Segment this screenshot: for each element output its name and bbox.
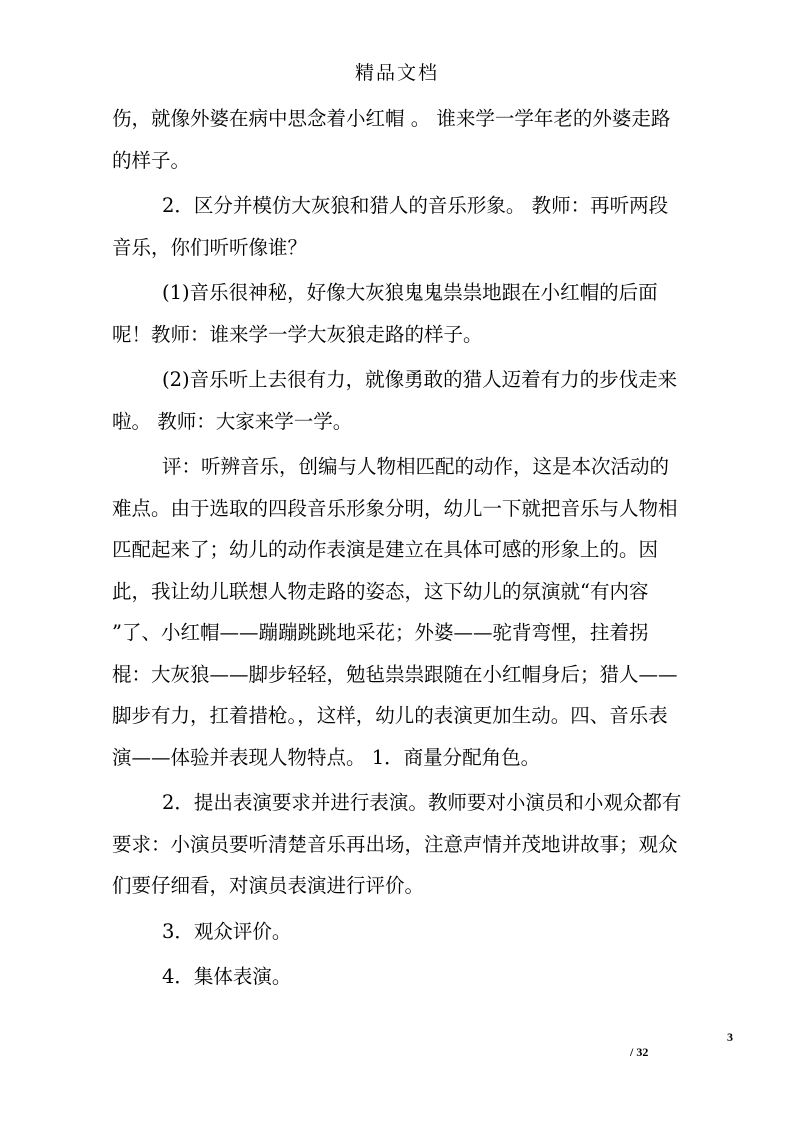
document-body [112, 98, 682, 1002]
page-number: 3 [727, 1030, 733, 1044]
paragraph-8: 4．集体表演。 [162, 965, 292, 988]
paragraph-5: 评：听辨音乐，创编与人物相匹配的动作，这是本次活动的难点。由于选取的四段音乐形象分明，幼儿一下就把音乐与人物相匹配起来了；幼儿的动作表演是建立在具体可感的形象上的。因此，我让幼儿联想人物走路的姿态，这下幼儿的氛演就“有内容 ”了、小红帽——蹦蹦跳跳地采花；外婆——驼背弯悝，拄着拐棍：大灰狼——脚步轻轻，勉毡祟祟跟随在小红帽身后；猎人——脚步有力，扛着措枪。，这样，幼儿的表演更加生动。四、音乐表演——体验并表现人物特点。 1．商量分配角色。 [112, 455, 678, 769]
paragraph-4: (2)音乐听上去很有力，就像勇敢的猎人迈着有力的步伐走来啦。 教师：大家来学一学。 [112, 368, 678, 433]
paragraph-7: 3．观众评价。 [162, 919, 292, 943]
paragraph-1: 伤，就像外婆在病中思念着小红帽 。 谁来学一学年老的外婆走路的样子。 [112, 107, 671, 172]
page-total: / 32 [630, 1045, 649, 1059]
paragraph-3: (1)音乐很神秘，好像大灰狼鬼鬼祟祟地跟在小红帽的后面呢！教师：谁来学一学大灰狼走路的样子。 [112, 281, 658, 346]
paragraph-6: 2．提出表演要求并进行表演。教师要对小演员和小观众都有要求：小演员要听清楚音乐再出场，注意声情并茂地讲故事；观众们要仔细看，对演员表演进行评价。 [112, 791, 682, 897]
page-header-title: 精品文档 [354, 62, 439, 84]
paragraph-2: 2．区分并模仿大灰狼和猎人的音乐形象。 教师：再听两段音乐，你们听听像谁？ [112, 194, 669, 259]
